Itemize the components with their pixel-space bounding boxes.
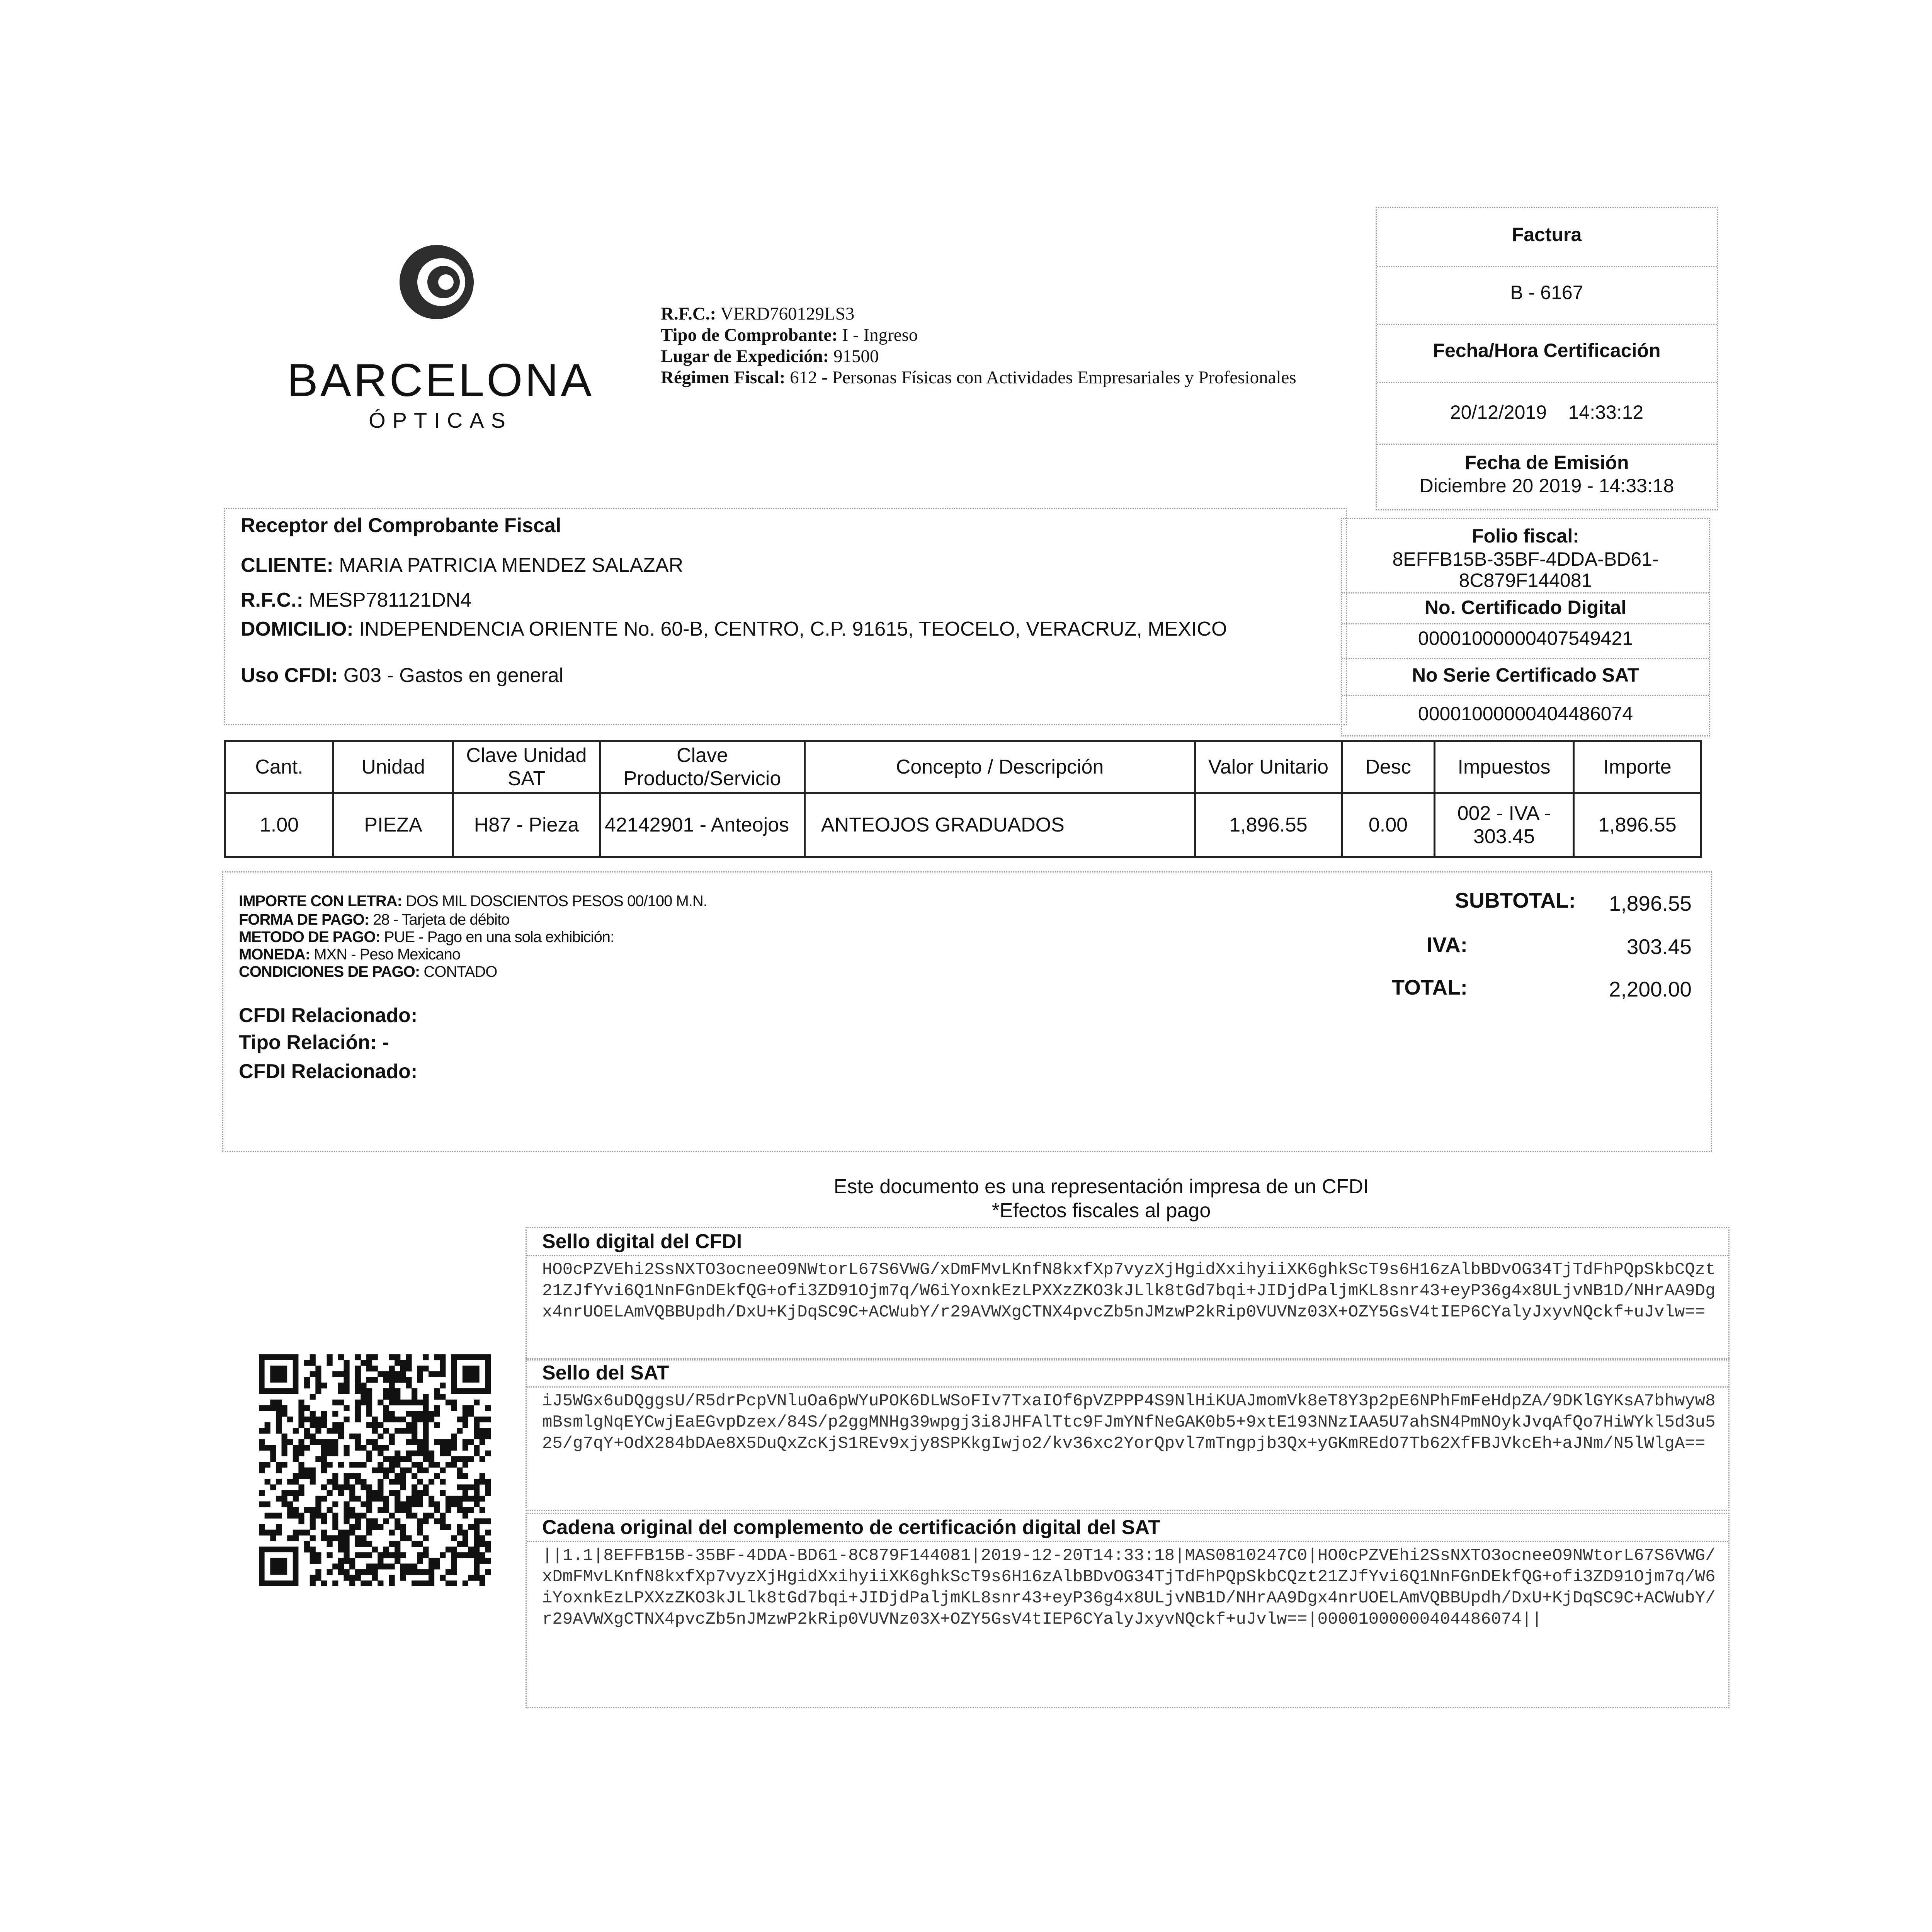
table-row: [225, 793, 1701, 857]
total-label: TOTAL:: [1391, 975, 1468, 999]
cell-clave-producto: 42142901 - Anteojos: [600, 793, 805, 857]
sello-cfdi-box: [526, 1227, 1730, 1361]
tipo-relacion-label: Tipo Relación:: [239, 1031, 377, 1054]
issuer-regimen-label: Régimen Fiscal:: [661, 367, 786, 388]
cert-date: 20/12/2019: [1450, 401, 1547, 423]
cell-impuestos: 002 - IVA - 303.45: [1435, 793, 1574, 857]
issuer-regimen: 612 - Personas Físicas con Actividades Empresariales y Profesionales: [790, 367, 1296, 388]
moneda-label: MONEDA:: [239, 946, 310, 963]
receptor-domicilio-row: [241, 617, 1227, 641]
sello-sat-box: [526, 1358, 1730, 1511]
forma-pago-row: [239, 911, 509, 929]
total-value: 2,200.00: [1609, 977, 1692, 1001]
folio-line-1: 8EFFB15B-35BF-4DDA-BD61-: [1392, 548, 1659, 570]
cert-datetime-label: Fecha/Hora Certificación: [1433, 340, 1661, 361]
forma-pago: 28 - Tarjeta de débito: [373, 911, 510, 928]
subtotal-value: 1,896.55: [1609, 891, 1692, 915]
logo-sub-text: ÓPTICAS: [369, 408, 512, 432]
cert-datetime: [1377, 401, 1717, 423]
moneda: MXN - Peso Mexicano: [314, 946, 461, 963]
receptor-uso: G03 - Gastos en general: [343, 664, 564, 687]
col-header-clave-unidad: Clave Unidad SAT: [453, 741, 600, 793]
cell-cant: 1.00: [225, 793, 333, 857]
col-header-unidad: Unidad: [333, 741, 453, 793]
notice-line-1: Este documento es una representación impresa de un CFDI: [833, 1175, 1369, 1198]
metodo-pago-row: [239, 929, 614, 946]
issuer-lugar-label: Lugar de Expedición:: [661, 346, 829, 366]
invoice-header-box: [1376, 207, 1718, 510]
issuer-tipo-label: Tipo de Comprobante:: [661, 325, 838, 345]
col-header-cant: Cant.: [225, 741, 333, 793]
sello-sat-title: Sello del SAT: [527, 1359, 1728, 1388]
cfdi-relacionado-2-label: CFDI Relacionado:: [239, 1060, 418, 1083]
cert-digital: 00001000000407549421: [1418, 628, 1633, 649]
forma-pago-label: FORMA DE PAGO:: [239, 911, 369, 928]
iva-value: 303.45: [1626, 935, 1692, 959]
tipo-relacion-row: [239, 1031, 389, 1054]
cell-unidad: PIEZA: [333, 793, 453, 857]
col-header-concepto: Concepto / Descripción: [805, 741, 1195, 793]
condiciones-label: CONDICIONES DE PAGO:: [239, 963, 420, 980]
cell-clave-unidad: H87 - Pieza: [453, 793, 600, 857]
folio-box: [1341, 518, 1710, 736]
issuer-regimen-row: [661, 367, 1302, 388]
cell-importe: 1,896.55: [1574, 793, 1701, 857]
cell-desc: 0.00: [1342, 793, 1435, 857]
condiciones: CONTADO: [423, 963, 497, 980]
cert-digital-label: No. Certificado Digital: [1424, 597, 1627, 618]
cert-time: 14:33:12: [1568, 401, 1644, 423]
cell-concepto: ANTEOJOS GRADUADOS: [805, 793, 1195, 857]
subtotal-label: SUBTOTAL:: [1455, 888, 1576, 912]
col-header-clave-producto: Clave Producto/Servicio: [600, 741, 805, 793]
iva-label: IVA:: [1427, 933, 1468, 957]
receptor-domicilio-label: DOMICILIO:: [241, 618, 354, 640]
cadena-original-text: ||1.1|8EFFB15B-35BF-4DDA-BD61-8C879F144081|2019-12-20T14:33:18|MAS0810247C0|HO0cPZVEhi2SsNXTO3ocneeO9NWtorL67S6VWG/xDmFMvLKnfN8kxfXp7vyzXjHgidXxihyiiXK6ghkScT9s6H16zAlbBDvOG34TjTdFhPQpSkbCQzt21ZJfYvi6Q1NnFGnDEkfQG+ofi3ZD91Ojm7q/W6iYoxnkEzLPXXzZKO3kJLlk8tGd7bqi+JIDjdPaljmKL8snr43+eyP36g4x8ULjvNB1D/NHrAA9Dgx4nrUOELAmVQBBUpdh/DxU+KjDqSC9C+ACWubY/r29AVWXgCTNX4pvcZb5nJMzwP2kRip0VUVNz03X+OZY5GsV4tIEP6CYalyJxyvNQckf+uJvlw==|00001000000404486074||: [542, 1546, 1716, 1629]
importe-letra-row: [239, 893, 707, 910]
receptor-domicilio: INDEPENDENCIA ORIENTE No. 60-B, CENTRO, C.P. 91615, TEOCELO, VERACRUZ, MEXICO: [359, 618, 1227, 640]
receptor-cliente-label: CLIENTE:: [241, 554, 333, 577]
col-header-valor: Valor Unitario: [1195, 741, 1342, 793]
issuer-rfc-label: R.F.C.:: [661, 304, 716, 324]
issuer-tipo: I - Ingreso: [842, 325, 918, 345]
folio-line-2: 8C879F144081: [1459, 570, 1592, 591]
col-header-desc: Desc: [1342, 741, 1435, 793]
metodo-pago-label: METODO DE PAGO:: [239, 929, 380, 946]
receptor-section: [224, 508, 1347, 725]
cfdi-notice: [734, 1175, 1468, 1223]
sat-cert: 00001000000404486074: [1418, 703, 1633, 724]
col-header-importe: Importe: [1574, 741, 1701, 793]
sello-cfdi-title: Sello digital del CFDI: [527, 1228, 1728, 1256]
receptor-rfc-label: R.F.C.:: [241, 589, 303, 611]
moneda-row: [239, 946, 460, 963]
logo-mark-icon: [398, 243, 475, 321]
importe-letra: DOS MIL DOSCIENTOS PESOS 00/100 M.N.: [406, 893, 707, 910]
logo-brand-text: BARCELONA: [287, 354, 594, 406]
emission-label: Fecha de Emisión: [1464, 452, 1629, 473]
sello-sat-text: iJ5WGx6uDQggsU/R5drPcpVNluOa6pWYuPOK6DLWSoFIv7TxaIOf6pVZPPP4S9NlHiKUAJmomVk8eT8Y3p2pE6NPhFmFeHdpZA/9DKlGYKsA7bhwyw8mBsmlgNqEYCwjEaEGvpDzex/84S/p2ggMNHg39wpgj3i8JHFAlTtc9FJmYNfNeGAK0b5+9xtE193NNzIAA5U7ahSN4PmNOykJvqAfQo7HiWYkl5d3u525/g7qY+OdX284bDAe8X5DuQxZcKjS1REv9xjy8SPKkgIwjo2/kv36xc2YorQpvl7mTngpjb3Qx+yGKmREdO7Tb62XfFBJVkcEh+aJNm/N5lWlgA==: [542, 1391, 1716, 1453]
cfdi-relacionado-label: CFDI Relacionado:: [239, 1004, 418, 1027]
receptor-cliente-row: [241, 554, 683, 577]
items-header-row: [225, 741, 1701, 793]
receptor-uso-label: Uso CFDI:: [241, 664, 338, 687]
issuer-lugar-row: [661, 346, 1302, 367]
receptor-rfc-row: [241, 588, 471, 612]
company-logo: [270, 243, 611, 444]
condiciones-row: [239, 963, 497, 981]
sat-cert-label: No Serie Certificado SAT: [1412, 664, 1639, 686]
folio-label: Folio fiscal:: [1472, 525, 1579, 547]
metodo-pago: PUE - Pago en una sola exhibición:: [384, 929, 614, 946]
cadena-original-title: Cadena original del complemento de certificación digital del SAT: [527, 1514, 1728, 1542]
invoice-number: B - 6167: [1510, 282, 1583, 303]
totals-section: [222, 871, 1712, 1152]
issuer-tipo-row: [661, 325, 1302, 346]
receptor-title: Receptor del Comprobante Fiscal: [241, 514, 561, 537]
notice-line-2: *Efectos fiscales al pago: [992, 1199, 1211, 1222]
issuer-rfc-row: [661, 303, 1302, 325]
tipo-relacion: -: [382, 1031, 389, 1054]
issuer-info: [661, 303, 1302, 388]
qr-code-icon: [259, 1354, 491, 1586]
cell-valor: 1,896.55: [1195, 793, 1342, 857]
emission-date: Diciembre 20 2019 - 14:33:18: [1419, 475, 1674, 497]
cadena-original-box: [526, 1513, 1730, 1708]
receptor-rfc: MESP781121DN4: [309, 589, 472, 611]
issuer-rfc: VERD760129LS3: [720, 304, 855, 324]
col-header-impuestos: Impuestos: [1435, 741, 1574, 793]
sello-cfdi-text: HO0cPZVEhi2SsNXTO3ocneeO9NWtorL67S6VWG/xDmFMvLKnfN8kxfXp7vyzXjHgidXxihyiiXK6ghkScT9s6H16zAlbBDvOG34TjTdFhPQpSkbCQzt21ZJfYvi6Q1NnFGnDEkfQG+ofi3ZD91Ojm7q/W6iYoxnkEzLPXXzZKO3kJLlk8tGd7bqi+JIDjdPaljmKL8snr43+eyP36g4x8ULjvNB1D/NHrAA9Dgx4nrUOELAmVQBBUpdh/DxU+KjDqSC9C+ACWubY/r29AVWXgCTNX4pvcZb5nJMzwP2kRip0VUVNz03X+OZY5GsV4tIEP6CYalyJxyvNQckf+uJvlw==: [542, 1260, 1716, 1322]
invoice-title: Factura: [1512, 224, 1582, 245]
items-table: [224, 740, 1702, 858]
receptor-cliente: MARIA PATRICIA MENDEZ SALAZAR: [339, 554, 684, 577]
receptor-uso-row: [241, 664, 563, 687]
issuer-lugar: 91500: [833, 346, 879, 366]
importe-letra-label: IMPORTE CON LETRA:: [239, 893, 402, 910]
